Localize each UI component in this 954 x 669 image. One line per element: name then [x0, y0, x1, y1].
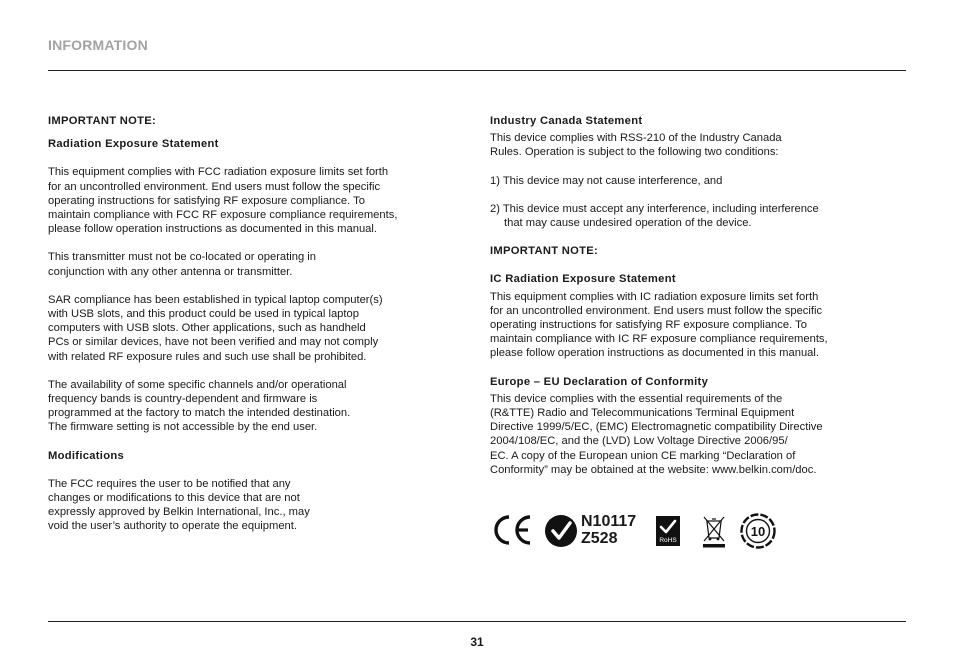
rohs-icon [656, 516, 680, 546]
section-title: INFORMATION [48, 37, 148, 53]
c-tick-code-line-1: N10117 [581, 513, 637, 530]
ce-mark-icon [492, 514, 534, 546]
header-divider [48, 70, 906, 71]
ic-radiation-heading: IC Radiation Exposure Statement [490, 273, 676, 286]
radiation-paragraph-1: This equipment complies with FCC radiation exposure limits set forth for an uncontrolled environment. End users must follow the specific operating instructions for satisfying RF exposure compliance. To maintain compliance with FCC RF exposure compliance requirements, please follow operation instructions as documented in this manual. [48, 166, 398, 236]
modifications-heading: Modifications [48, 449, 124, 462]
eu-declaration-paragraph: This device complies with the essential requirements of the (R&TTE) Radio and Telecommunications Terminal Equipment Directive 1999/5/EC, (EMC) Electromagnetic compatibility Directive 2004/108/EC, and the (LVD) Low Voltage Directive 2006/95/ EC. A copy of the European union CE marking “Declaration of Conformity” may be obtained at the website: www.belkin.com/doc. [490, 392, 823, 476]
radiation-exposure-heading: Radiation Exposure Statement [48, 138, 219, 151]
weee-bin-icon [701, 514, 727, 548]
radiation-paragraph-3: SAR compliance has been established in typical laptop computer(s) with USB slots, and this product could be used in typical laptop computers with USB slots. Other applications, such as handheld PCs or similar devices, have not been verified and may not comply with related RF exposure rules and such use shall be prohibited. [48, 293, 383, 363]
industry-canada-heading: Industry Canada Statement [490, 115, 643, 127]
radiation-paragraph-4: The availability of some specific channels and/or operational frequency bands is country-dependent and firmware is programmed at the factory to match the intended destination. The firmware setting is not accessible by the end user. [48, 378, 351, 434]
page-number: 31 [470, 635, 484, 649]
radiation-paragraph-2: This transmitter must not be co-located or operating in conjunction with any other antenna or transmitter. [48, 251, 317, 278]
epup-10-icon [740, 513, 776, 549]
c-tick-code-line-2: Z528 [581, 530, 618, 547]
modifications-paragraph: The FCC requires the user to be notified that any changes or modifications to this device that are not expressly approved by Belkin International, Inc., may void the user’s authority to operate the equipment. [48, 477, 310, 533]
epup-label: 10 [750, 524, 766, 539]
industry-canada-paragraph: This device complies with RSS-210 of the Industry Canada Rules. Operation is subject to the following two conditions: [490, 132, 782, 159]
certification-marks [490, 510, 790, 550]
ic-radiation-paragraph: This equipment complies with IC radiation exposure limits set forth for an uncontrolled environment. End users must follow the specific operating instructions for satisfying RF exposure compliance. To maintain compliance with IC RF exposure compliance requirements, please follow operation instructions as documented in this manual. [490, 290, 828, 360]
rohs-label: RoHS [659, 537, 677, 544]
left-column [48, 114, 468, 534]
footer-divider [48, 621, 906, 622]
ic-important-note-heading: IMPORTANT NOTE: [490, 245, 599, 258]
important-note-heading: IMPORTANT NOTE: [48, 115, 157, 127]
eu-declaration-heading: Europe – EU Declaration of Conformity [490, 375, 709, 388]
condition-1: 1) This device may not cause interference, and [490, 174, 723, 187]
c-tick-icon [544, 514, 578, 548]
right-column [490, 114, 900, 477]
condition-2: 2) This device must accept any interference, including interference that may cause undesired operation of the device. [490, 202, 819, 230]
